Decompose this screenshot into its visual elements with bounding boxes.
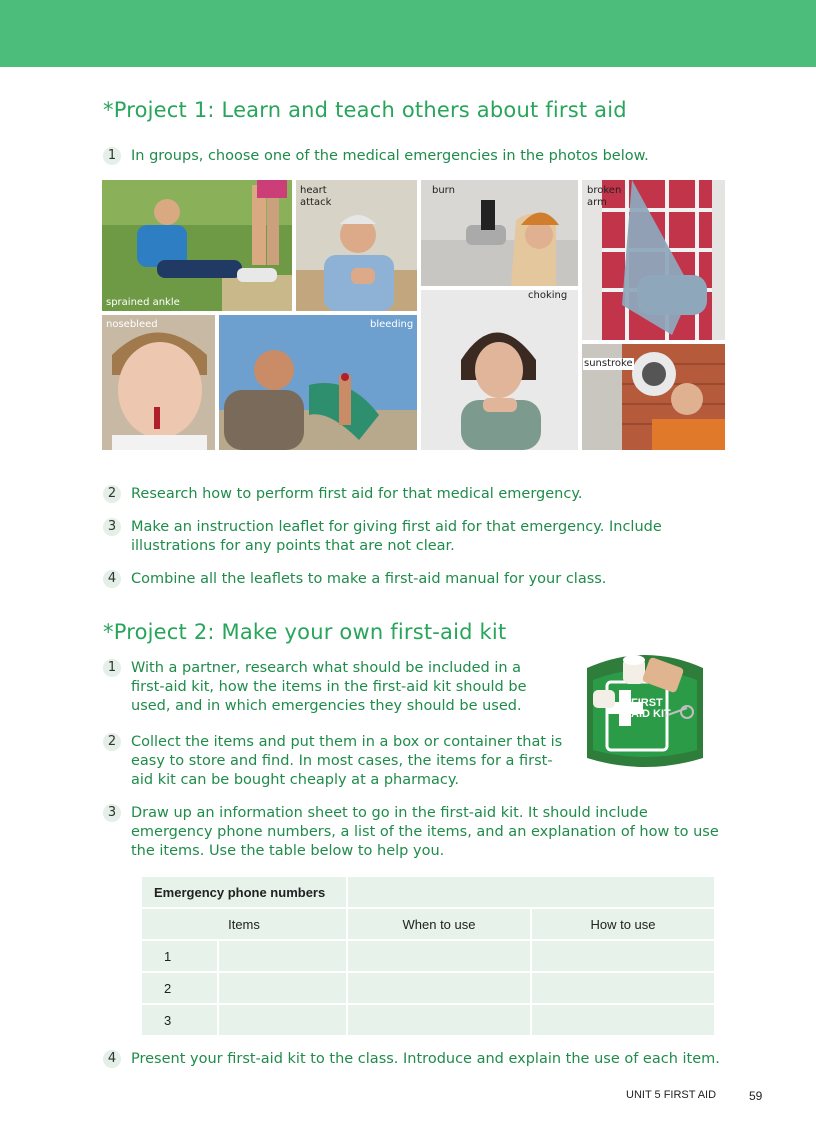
step-text: In groups, choose one of the medical emergencies in the photos below. (131, 148, 649, 164)
label-heart-attack: heart attack (300, 185, 332, 208)
step-text: Draw up an information sheet to go in the first-aid kit. It should include emergency phone numbers, a list of the items, and an explanation of how to use the items. Use the table below to help you. (131, 805, 719, 859)
project2-step-3 (103, 804, 733, 861)
bleeding-image (219, 315, 417, 450)
step-number: 1 (103, 659, 121, 677)
label-nosebleed: nosebleed (106, 319, 158, 330)
table-cell (218, 972, 347, 1004)
label-choking: choking (528, 290, 568, 301)
step-text: Collect the items and put them in a box or container that is easy to store and find. In most cases, the items for a first-aid kit can be bought cheaply at a pharmacy. (131, 734, 563, 788)
step-number: 4 (103, 570, 121, 588)
step-number: 1 (103, 147, 121, 165)
row-number: 2 (141, 972, 218, 1004)
project1-step-1 (103, 147, 723, 166)
label-sunstroke: sunstroke (584, 358, 633, 369)
column-header-how: How to use (531, 908, 715, 940)
label-burn: burn (432, 185, 455, 196)
label-sprained-ankle: sprained ankle (106, 297, 180, 308)
first-aid-kit-image (575, 650, 715, 772)
project2-title: *Project 2: Make your own first-aid kit (103, 620, 507, 644)
step-text: Make an instruction leaflet for giving first aid for that emergency. Include illustrations for any points that are not clear. (131, 519, 662, 554)
kit-label: FIRST AID KIT (631, 697, 671, 720)
step-text: Present your first-aid kit to the class. Introduce and explain the use of each item. (131, 1051, 720, 1067)
step-number: 3 (103, 804, 121, 822)
project2-step-2 (103, 733, 563, 790)
row-number: 3 (141, 1004, 218, 1036)
project1-title: *Project 1: Learn and teach others about first aid (103, 98, 627, 122)
step-number: 4 (103, 1050, 121, 1068)
project1-step-4 (103, 570, 723, 589)
table-cell (218, 940, 347, 972)
table-cell (218, 1004, 347, 1036)
page-number: 59 (749, 1089, 763, 1103)
project1-step-3 (103, 518, 683, 556)
label-broken-arm: broken arm (587, 185, 622, 208)
table-row (141, 972, 715, 1004)
table-row (141, 940, 715, 972)
sprained-ankle-image (102, 180, 292, 311)
table-cell (347, 1004, 531, 1036)
phone-numbers-cell (347, 876, 715, 908)
photo-choking (421, 290, 578, 450)
step-text: With a partner, research what should be included in a first-aid kit, how the items in the first-aid kit should be used, and in which emergencies they should be used. (131, 660, 527, 714)
project1-step-2 (103, 485, 723, 504)
photo-sprained-ankle (102, 180, 292, 311)
table-cell (347, 940, 531, 972)
project2-step-1 (103, 659, 551, 716)
table-row (141, 1004, 715, 1036)
step-text: Research how to perform first aid for that medical emergency. (131, 486, 583, 502)
column-header-items: Items (141, 908, 347, 940)
info-sheet-table (140, 875, 716, 1037)
column-header-when: When to use (347, 908, 531, 940)
table-row (141, 908, 715, 940)
table-cell (531, 940, 715, 972)
table-cell (531, 972, 715, 1004)
step-number: 3 (103, 518, 121, 536)
table-row (141, 876, 715, 908)
photo-nosebleed (102, 315, 215, 450)
step-number: 2 (103, 485, 121, 503)
label-bleeding: bleeding (370, 319, 414, 330)
step-number: 2 (103, 733, 121, 751)
header-band (0, 0, 816, 67)
project2-step-4 (103, 1050, 753, 1069)
footer-unit: UNIT 5 FIRST AID (626, 1089, 717, 1101)
choking-image (421, 290, 578, 450)
photo-bleeding (219, 315, 417, 450)
table-cell (347, 972, 531, 1004)
step-text: Combine all the leaflets to make a first-aid manual for your class. (131, 571, 607, 587)
table-header-phone: Emergency phone numbers (141, 876, 347, 908)
table-cell (531, 1004, 715, 1036)
row-number: 1 (141, 940, 218, 972)
nosebleed-image (102, 315, 215, 450)
